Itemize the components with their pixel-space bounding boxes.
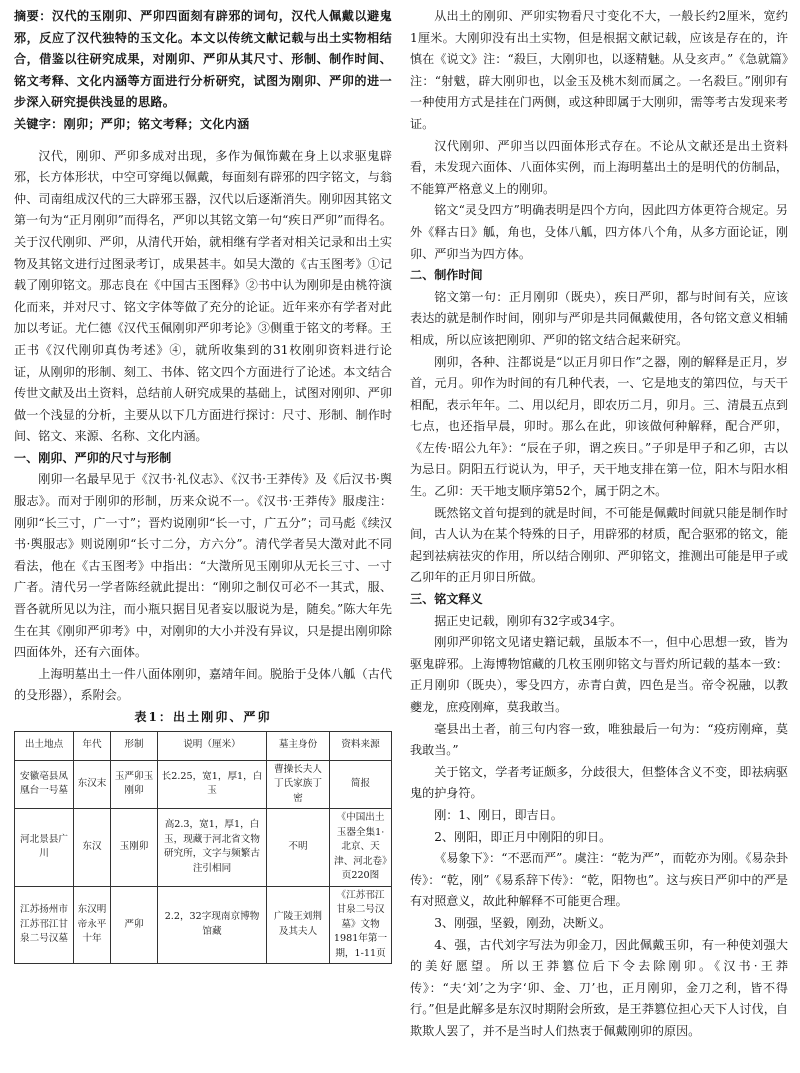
body-paragraph: 铭文“灵殳四方”明确表明是四个方向，因此四方体更符合规定。另外《释古日》觚，角也，殳体八觚，四方体八个角，从多方面论证，刚卯、严卯当为四方体。 (410, 203, 788, 261)
list-item: 2、刚阳，即正月中刚阳的卯日。 (434, 829, 612, 844)
table-cell: 广陵王刘荆及其夫人 (267, 886, 330, 964)
table-cell: 江苏扬州市江苏邗江甘泉二号汉墓 (15, 886, 74, 964)
table-row (15, 809, 392, 887)
table-cell: 玉刚卯 (111, 809, 158, 887)
table-row (15, 760, 392, 809)
list-item: 4、强，古代刘字写法为卯金刀，因此佩戴玉卯，有一种使刘强大的美好愿望。所以王莽篡位后下令去除刚卯。《汉书·王莽传》：“夫‘刘’之为字‘卯、金、刀’也，正月刚卯，金刀之利，皆不得行。”但是此解多是东汉时期附会所致，是王莽篡位担心天下人讨伐，自欺欺人罢了，并不是当时人们热衷于佩戴刚卯的原因。 (410, 937, 788, 1038)
section-heading-3: 三、铭文释义 (410, 592, 483, 607)
keywords-text: 刚卯；严卯；铭文考释；文化内涵 (63, 116, 250, 131)
list-item: 3、刚强，坚毅，刚劲，决断义。 (434, 915, 612, 930)
table-header-cell: 说明（厘米） (158, 731, 267, 760)
table-cell: 长2.25，宽1，厚1，白玉 (158, 760, 267, 809)
body-paragraph: 汉代刚卯、严卯当以四面体形式存在。不论从文献还是出土资料看，未发现六面体、八面体实例，而上海明墓出土的是明代的仿制品，不能算严格意义上的刚卯。 (410, 138, 788, 196)
excavation-table (14, 731, 392, 965)
table-cell: 严卯 (111, 886, 158, 964)
table-header-cell: 资料来源 (330, 731, 392, 760)
body-paragraph: 关于铭文，学者考证颇多，分歧很大，但整体含义不变，即祛病驱鬼的护身符。 (410, 764, 788, 801)
body-paragraph: 既然铭文首句提到的就是时间，不可能是佩戴时间就只能是制作时间，古人认为在某个特殊的日子，用辟邪的材质，配合驱邪的铭文，能起到祛病祛灾的作用，所以结合刚卯、严卯铭文，推测出可能是甲子或乙卯年的正月卯日所做。 (410, 505, 788, 585)
table-caption: 表1：出土刚卯、严卯 (134, 710, 272, 724)
table-cell: 2.2，32字现南京博物馆藏 (158, 886, 267, 964)
table-cell: 高2.3，宽1，厚1，白玉，现藏于河北省文物研究所，文字与频繁古注引相同 (158, 809, 267, 887)
table-row (15, 886, 392, 964)
table-cell: 《江苏邗江甘泉二号汉墓》文物1981年第一期，1-11页 (330, 886, 392, 964)
table-header-row (15, 731, 392, 760)
body-paragraph: 从出土的刚卯、严卯实物看尺寸变化不大，一般长约2厘米，宽约1厘米。大刚卯没有出土实物，但是根据文献记载，应该是存在的，许慎在《说文》注：“殺巨，大刚卯也，以逐精魅。从殳亥声。”《急就篇》注：“射魃，辟大刚卯也，以金玉及桃木刻而属之。一名殺巨。”刚卯有一种使用方式是挂在门两侧，或这种即属于大刚卯，需等考古发现来考证。 (410, 9, 788, 131)
table-header-cell: 年代 (74, 731, 111, 760)
section-heading-1: 一、刚卯、严卯的尺寸与形制 (14, 450, 172, 465)
table-cell: 东汉末 (74, 760, 111, 809)
table-cell: 玉严卯玉刚卯 (111, 760, 158, 809)
table-cell: 《中国出土玉器全集1·北京、天津、河北卷》页220图 (330, 809, 392, 887)
body-paragraph: 刚卯，各种、注都说是“以正月卯日作”之器，刚的解释是正月，岁首，元月。卯作为时间的有几种代表，一、它是地支的第四位，与天干相配，表示年年。二、用以纪月，即农历二月，卯月。三、清晨五点到七点，也还指早晨，卯时。那么在此，卯该做何种解释，配合严卯，《左传·昭公九年》：“辰在子卯，谓之疾日。”子卯是甲子和乙卯，古以为忌日。阴阳五行说认为，甲子，天干地支排在第一位，阳木与阳水相生。乙卯：天干地支顺序第52个，属于阴之木。 (410, 354, 788, 499)
table-cell: 河北景县广川 (15, 809, 74, 887)
size-paragraph: 刚卯一名最早见于《汉书·礼仪志》、《汉书·王莽传》及《后汉书·舆服志》。而对于刚卯的形制，历来众说不一。《汉书·王莽传》服虔注：刚卯“长三寸，广一寸”；晋灼说刚卯“长一寸，广五分”；司马彪《续汉书·舆服志》则说刚卯“长寸二分，方六分”。清代学者吴大澂对此不同看法，他在《古玉图考》中指出：“大澂所见玉刚卯从无长三寸、一寸广者。清代另一学者陈经就此提出：“刚卯之制仅可必不一其式，服、晋各就所见以为注，而小瓶只据目见者妄以服说为是，随矣。”陈大年先生在其《刚卯严卯考》中，对刚卯的大小并没有异议，只是提出刚卯除四面体外，还有六面体。 (14, 472, 392, 660)
table-cell: 不明 (267, 809, 330, 887)
intro-paragraph: 汉代，刚卯、严卯多成对出现，多作为佩饰戴在身上以求驱鬼辟邪，长方体形状，中空可穿绳以佩戴，每面刻有辟邪的四字铭文，与翁仲、司南组成汉代的三大辟邪玉器，汉代以后逐渐消失。刚卯因其铭文第一句为“正月刚卯”而得名，严卯以其铭文第一句“疾日严卯”而得名。关于汉代刚卯、严卯，从清代开始，就相继有学者对相关记录和出土实物及其铭文进行过图录考订，成果甚丰。如吴大澂的《古玉图考》①记载了刚卯铭文。那志良在《中国古玉图释》②书中认为刚卯是由桃符演化而来，并对尺寸、铭文字体等做了充分的论证。近年来亦有学者对此加以考证。尤仁德《汉代玉佩刚卯严卯考论》③侧重于铭文的考释。王正书《汉代刚卯真伪考述》④，就所收集到的31枚刚卯资料进行论证，从刚卯的形制、刻工、书体、铭文四个方面进行了论述。本文结合传世文献及出土资料，总结前人研究成果的基础上，试图对刚卯、严卯做一个浅显的分析，主要从以下几方面进行探讨：尺寸、形制、制作时间、铭文、来源、名称、文化内涵。 (14, 148, 392, 444)
table-cell: 安徽亳县凤凰台一号墓 (15, 760, 74, 809)
table-header-cell: 出土地点 (15, 731, 74, 760)
body-paragraph: 《易象下》：“不恶而严”。虞注：“乾为严”，而乾亦为刚。《易杂卦传》：“乾，刚”《易系辞下传》：“乾，阳物也”。这与疾日严卯中的严是有对照意义，故此种解释不可能更合理。 (410, 851, 788, 909)
shanghai-paragraph: 上海明墓出土一件八面体刚卯，嘉靖年间。脱胎于殳体八觚（古代的殳形器），系附会。 (14, 666, 392, 703)
spacer (14, 136, 392, 146)
keywords-label: 关键字： (14, 116, 64, 131)
keywords (14, 114, 392, 136)
table-header-cell: 形制 (111, 731, 158, 760)
abstract-label: 摘要： (14, 9, 52, 23)
body-paragraph: 刚卯严卯铭文见诸史籍记载，虽版本不一，但中心思想一致，皆为驱鬼辟邪。上海博物馆藏的几枚玉刚卯铭文与晋灼所记载的基本一致：正月刚卯（既央），零殳四方，赤青白黄，四色是当。帝令祝融，以教夔龙，庶疫刚瘅，莫我敢当。 (410, 635, 788, 714)
table-cell: 东汉明帝永平十年 (74, 886, 111, 964)
body-paragraph: 据正史记载，刚卯有32字或34字。 (434, 613, 623, 628)
table-header-cell: 墓主身份 (267, 731, 330, 760)
abstract-text: 汉代的玉刚卯、严卯四面刻有辟邪的词句，汉代人佩戴以避鬼邪，反应了汉代独特的玉文化。本文以传统文献记载与出土实物相结合，借鉴以往研究成果，对刚卯、严卯从其尺寸、形制、制作时间、铭文考释、文化内涵等方面进行分析研究，试图为刚卯、严卯的进一步深入研究提供浅显的思路。 (14, 9, 392, 110)
table-cell: 简报 (330, 760, 392, 809)
table-cell: 曹操长夫人丁氏家族丁密 (267, 760, 330, 809)
body-paragraph: 毫县出土者，前三句内容一致，唯独最后一句为：“疫疠刚瘅，莫我敢当。” (410, 721, 788, 758)
left-column (14, 6, 392, 964)
right-column (410, 6, 788, 1043)
table-cell: 东汉 (74, 809, 111, 887)
abstract (14, 6, 392, 114)
list-item: 刚：1、刚日，即吉日。 (434, 807, 563, 822)
section-heading-2: 二、制作时间 (410, 268, 483, 283)
body-paragraph: 铭文第一句：正月刚卯（既央），疾日严卯，都与时间有关，应该表达的就是制作时间，刚卯与严卯是共同佩戴使用，各句铭文意义相辅相成，所以应该把刚卯、严卯的铭文结合起来研究。 (410, 289, 788, 347)
